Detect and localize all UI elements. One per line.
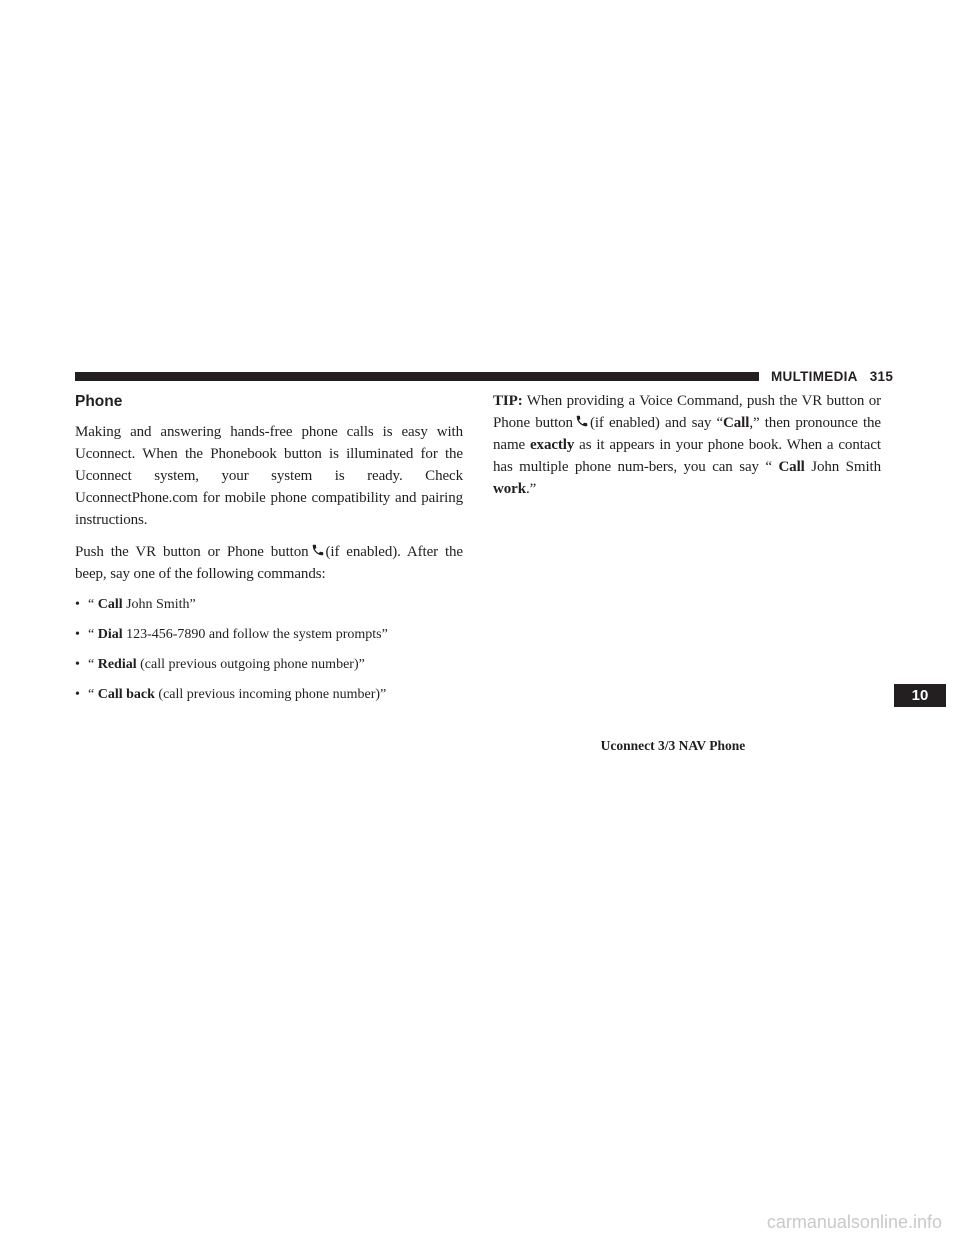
section-name: MULTIMEDIA	[771, 369, 858, 384]
push-text-before: Push the VR button or Phone button	[75, 544, 309, 560]
section-title: Phone	[75, 393, 123, 410]
command-keyword: Call	[97, 597, 123, 612]
page-number: 315	[869, 369, 894, 384]
phone-icon	[311, 543, 325, 557]
command-keyword: Call back	[97, 687, 155, 702]
bullet-icon: •	[75, 627, 80, 642]
tip-paragraph: TIP: When providing a Voice Command, push the VR button or Phone button (if enabled) and say “Call,” then pronounce the name exactly as it appears in your phone book. When a contact has multiple phone num-bers, you can say “ Call John Smith work.”	[493, 393, 882, 497]
command-keyword: Redial	[97, 657, 137, 672]
command-text: John Smith”	[126, 597, 196, 612]
command-text: (call previous outgoing phone number)”	[140, 657, 365, 672]
watermark: carmanualsonline.info	[766, 1212, 942, 1232]
phone-icon	[575, 414, 589, 428]
tip-keyword: exactly	[529, 437, 575, 453]
tip-keyword: Call	[778, 459, 805, 475]
right-column	[493, 390, 881, 510]
figure-caption: Uconnect 3/3 NAV Phone	[600, 738, 746, 753]
command-text: 123-456-7890 and follow the system prompts”	[126, 627, 388, 642]
intro-paragraph: Making and answering hands-free phone calls is easy with Uconnect. When the Phonebook button is illuminated for the Uconnect system, your system is ready. Check UconnectPhone.com for mobile phone compatibility and pairing instructions.	[75, 424, 463, 528]
command-text: (call previous incoming phone number)”	[158, 687, 387, 702]
chapter-tab: 10	[894, 684, 946, 707]
list-item: • “ Call back (call previous incoming phone number)”	[75, 685, 463, 705]
tip-keyword: work	[493, 481, 526, 497]
list-item: • “ Dial 123-456-7890 and follow the system prompts”	[75, 625, 463, 645]
list-item: • “ Call John Smith”	[75, 595, 463, 615]
bullet-icon: •	[75, 687, 80, 702]
list-item: • “ Redial (call previous outgoing phone number)”	[75, 655, 463, 675]
left-column	[75, 392, 463, 715]
tip-keyword: Call	[723, 415, 750, 431]
tip-label: TIP:	[493, 393, 523, 409]
bullet-icon: •	[75, 657, 80, 672]
bullet-icon: •	[75, 597, 80, 612]
running-header	[771, 369, 893, 384]
push-text-after: (if enabled). After the beep, say one of the following commands:	[75, 544, 463, 582]
push-paragraph	[75, 541, 463, 585]
command-list	[75, 595, 463, 705]
header-rule	[75, 372, 759, 381]
command-keyword: Dial	[97, 627, 123, 642]
